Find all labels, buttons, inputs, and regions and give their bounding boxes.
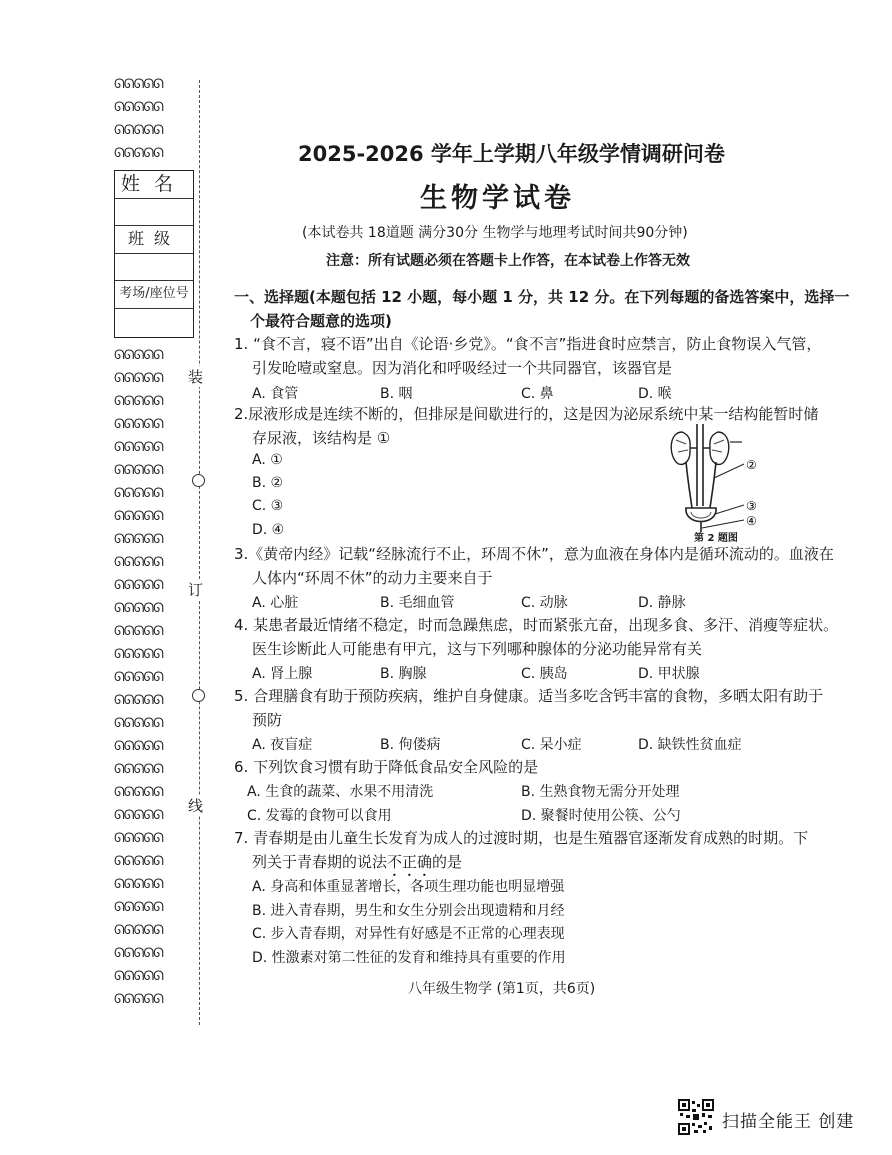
exam-notice: 注意：所有试题必须在答题卡上作答，在本试卷上作答无效 (326, 253, 690, 269)
question-3-text: 3.《黄帝内经》记载“经脉流行不止，环周不休”，意为血液在身体内是循环流动的。血液在 (234, 545, 834, 563)
binding-mark: 装 (188, 368, 204, 386)
ornament-row: ᘏᘏᘏᘏᘏ (114, 509, 163, 524)
question-3-option-c[interactable]: C. 动脉 (521, 595, 568, 611)
binding-mark: 订 (188, 581, 204, 599)
question-3-option-b[interactable]: B. 毛细血管 (380, 595, 455, 611)
question-1-option-c[interactable]: C. 鼻 (521, 386, 554, 402)
ornament-row: ᘏᘏᘏᘏᘏ (114, 992, 163, 1007)
ornament-row: ᘏᘏᘏᘏᘏ (114, 123, 163, 138)
question-5-option-b[interactable]: B. 佝偻病 (380, 737, 441, 753)
ornament-bottom (114, 344, 163, 1011)
exam-subject: 生物学试卷 (420, 183, 575, 214)
ornament-row: ᘏᘏᘏᘏᘏ (114, 647, 163, 662)
ornament-row: ᘏᘏᘏᘏᘏ (114, 371, 163, 386)
question-1-text: 1. “食不言，寝不语”出自《论语·乡党》。“食不言”指进食时应禁言，防止食物误入气管， (234, 335, 822, 353)
student-info-box (114, 170, 194, 338)
question-3-option-d[interactable]: D. 静脉 (638, 595, 686, 611)
seat-label: 考场/座位号 (115, 281, 193, 309)
section-heading-cont: 个最符合题意的选项) (250, 312, 392, 330)
question-5-text: 5. 合理膳食有助于预防疾病，维护自身健康。适当多吃含钙丰富的食物，多晒太阳有助于 (234, 687, 824, 705)
question-7-option-d[interactable]: D. 性激素对第二性征的发育和维持具有重要的作用 (252, 950, 566, 966)
question-3-option-a[interactable]: A. 心脏 (252, 595, 299, 611)
ornament-row: ᘏᘏᘏᘏᘏ (114, 463, 163, 478)
question-2-option-a[interactable]: A. ① (252, 452, 283, 468)
question-7-option-a[interactable]: A. 身高和体重显著增长，各项生理功能也明显增强 (252, 879, 565, 895)
ornament-row: ᘏᘏᘏᘏᘏ (114, 624, 163, 639)
ornament-row: ᘏᘏᘏᘏᘏ (114, 785, 163, 800)
figure-caption: 第 2 题图 (694, 533, 738, 544)
binding-circle (192, 689, 205, 702)
question-7-text-post: 的是 (432, 853, 463, 871)
name-field[interactable] (115, 199, 193, 227)
section-heading: 一、选择题(本题包括 12 小题，每小题 1 分，共 12 分。在下列每题的备选答案中，选择一 (234, 288, 850, 306)
ornament-row: ᘏᘏᘏᘏᘏ (114, 877, 163, 892)
ornament-row: ᘏᘏᘏᘏᘏ (114, 555, 163, 570)
binding-circle (192, 474, 205, 487)
ornament-row: ᘏᘏᘏᘏᘏ (114, 946, 163, 961)
question-6-option-a[interactable]: A. 生食的蔬菜、水果不用清洗 (247, 784, 434, 800)
ornament-row: ᘏᘏᘏᘏᘏ (114, 923, 163, 938)
question-7-emphasis: 不正确 (387, 853, 433, 871)
ornament-row: ᘏᘏᘏᘏᘏ (114, 808, 163, 823)
exam-info: (本试卷共 18道题 满分30分 生物学与地理考试时间共90分钟) (302, 225, 688, 241)
ornament-row: ᘏᘏᘏᘏᘏ (114, 831, 163, 846)
ornament-row: ᘏᘏᘏᘏᘏ (114, 146, 163, 161)
ornament-row: ᘏᘏᘏᘏᘏ (114, 670, 163, 685)
question-1-option-d[interactable]: D. 喉 (638, 386, 672, 402)
question-2-option-d[interactable]: D. ④ (252, 522, 285, 538)
ornament-top (114, 73, 163, 165)
question-6-option-d[interactable]: D. 聚餐时使用公筷、公勺 (521, 808, 681, 824)
figure-label: ④ (746, 514, 757, 528)
question-1-text-cont: 引发呛噎或窒息。因为消化和呼吸经过一个共同器官，该器官是 (252, 359, 673, 377)
question-4-text-cont: 医生诊断此人可能患有甲亢，这与下列哪种腺体的分泌功能异常有关 (252, 640, 703, 658)
class-label: 班级 (115, 226, 193, 254)
ornament-row: ᘏᘏᘏᘏᘏ (114, 601, 163, 616)
question-1-option-a[interactable]: A. 食管 (252, 386, 299, 402)
question-4-option-d[interactable]: D. 甲状腺 (638, 666, 700, 682)
watermark-text: 扫描全能王 创建 (722, 1112, 855, 1132)
ornament-row: ᘏᘏᘏᘏᘏ (114, 739, 163, 754)
binding-line (199, 80, 200, 1025)
binding-mark: 线 (188, 797, 204, 815)
ornament-row: ᘏᘏᘏᘏᘏ (114, 440, 163, 455)
question-4-text: 4. 某患者最近情绪不稳定，时而急躁焦虑，时而紧张亢奋，出现多食、多汗、消瘦等症状。 (234, 616, 839, 634)
question-5-text-cont: 预防 (252, 711, 283, 729)
question-5-option-c[interactable]: C. 呆小症 (521, 737, 582, 753)
question-1-option-b[interactable]: B. 咽 (380, 386, 413, 402)
ornament-row: ᘏᘏᘏᘏᘏ (114, 417, 163, 432)
question-6-text: 6. 下列饮食习惯有助于降低食品安全风险的是 (234, 758, 539, 776)
ornament-row: ᘏᘏᘏᘏᘏ (114, 716, 163, 731)
question-4-option-b[interactable]: B. 胸腺 (380, 666, 427, 682)
question-6-option-b[interactable]: B. 生熟食物无需分开处理 (521, 784, 680, 800)
question-2-option-c[interactable]: C. ③ (252, 498, 284, 514)
class-field[interactable] (115, 254, 193, 282)
question-7-option-c[interactable]: C. 步入青春期，对异性有好感是不正常的心理表现 (252, 926, 565, 942)
ornament-row: ᘏᘏᘏᘏᘏ (114, 348, 163, 363)
ornament-row: ᘏᘏᘏᘏᘏ (114, 693, 163, 708)
ornament-row: ᘏᘏᘏᘏᘏ (114, 532, 163, 547)
question-2-text: 2.尿液形成是连续不断的，但排尿是间歇进行的，这是因为泌尿系统中某一结构能暂时储 (234, 405, 819, 423)
ornament-row: ᘏᘏᘏᘏᘏ (114, 900, 163, 915)
question-2-text-cont: 存尿液，该结构是 ① (252, 429, 391, 447)
question-7-text-pre: 列关于青春期的说法 (252, 853, 388, 871)
seat-field[interactable] (115, 309, 193, 336)
question-2-option-b[interactable]: B. ② (252, 475, 284, 491)
ornament-row: ᘏᘏᘏᘏᘏ (114, 854, 163, 869)
figure-label: ③ (746, 499, 757, 513)
page-footer: 八年级生物学 (第1页，共6页) (408, 981, 596, 997)
question-6-option-c[interactable]: C. 发霉的食物可以食用 (247, 808, 392, 824)
question-4-option-a[interactable]: A. 肾上腺 (252, 666, 313, 682)
ornament-row: ᘏᘏᘏᘏᘏ (114, 578, 163, 593)
question-5-option-d[interactable]: D. 缺铁性贫血症 (638, 737, 742, 753)
question-4-option-c[interactable]: C. 胰岛 (521, 666, 568, 682)
name-label: 姓名 (115, 171, 193, 199)
ornament-row: ᘏᘏᘏᘏᘏ (114, 762, 163, 777)
question-3-text-cont: 人体内“环周不休”的动力主要来自于 (252, 569, 493, 587)
question-7-option-b[interactable]: B. 进入青春期，男生和女生分别会出现遗精和月经 (252, 903, 565, 919)
urinary-system-diagram (660, 422, 788, 540)
question-5-option-a[interactable]: A. 夜盲症 (252, 737, 313, 753)
ornament-row: ᘏᘏᘏᘏᘏ (114, 77, 163, 92)
ornament-row: ᘏᘏᘏᘏᘏ (114, 486, 163, 501)
ornament-row: ᘏᘏᘏᘏᘏ (114, 100, 163, 115)
question-7-text: 7. 青春期是由儿童生长发育为成人的过渡时期，也是生殖器官逐渐发育成熟的时期。下 (234, 829, 809, 847)
ornament-row: ᘏᘏᘏᘏᘏ (114, 394, 163, 409)
qr-code-icon (678, 1099, 714, 1135)
ornament-row: ᘏᘏᘏᘏᘏ (114, 969, 163, 984)
figure-label: ② (746, 458, 757, 472)
exam-title: 2025-2026 学年上学期八年级学情调研问卷 (298, 142, 725, 166)
